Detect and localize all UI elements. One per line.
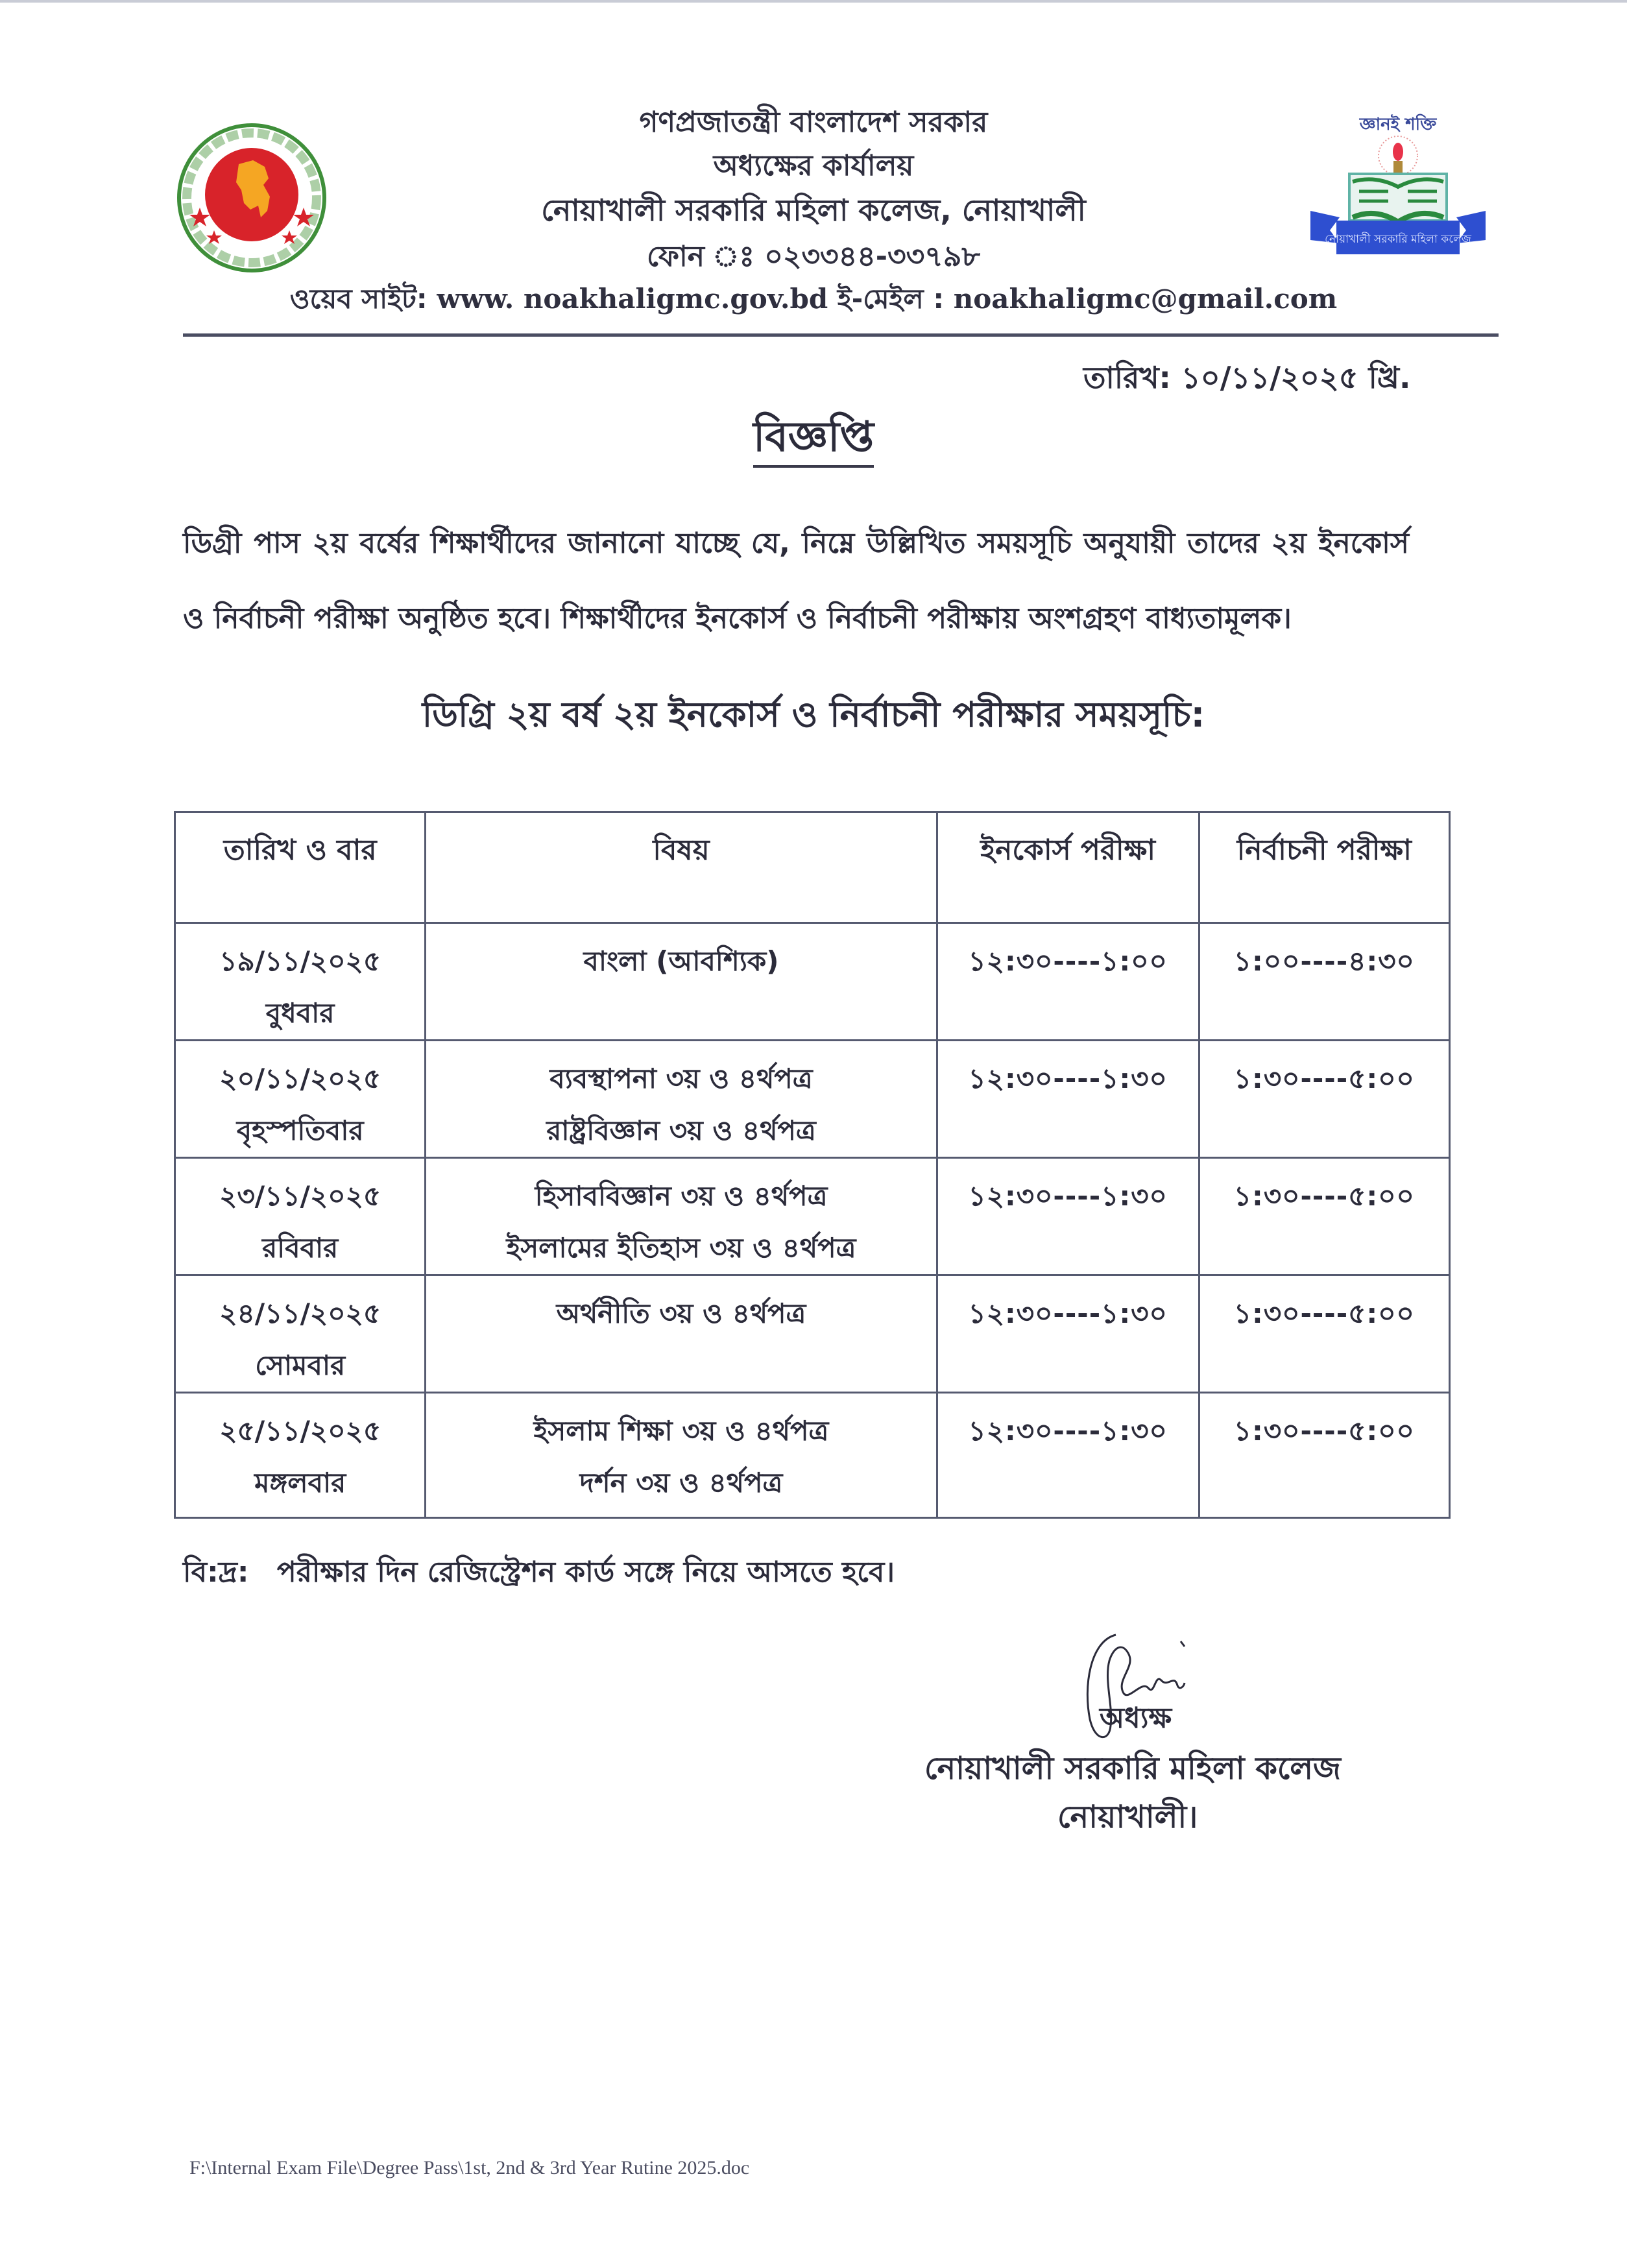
header-contact (0, 278, 1627, 324)
incourse-time: ১২:৩০----১:৩০ (937, 1158, 1199, 1275)
table-row (175, 923, 1450, 1041)
notice-date: তারিখ: ১০/১১/২০২৫ খ্রি. (1083, 360, 1411, 395)
day: সোমবার (255, 1349, 346, 1381)
header-divider (183, 333, 1499, 337)
email-label: ই-মেইল : (837, 283, 945, 315)
subject-cell (426, 923, 937, 1041)
table-header-row (175, 812, 1450, 923)
header-office: অধ্যক্ষের কার্যালয় (713, 149, 914, 182)
signatory-role: অধ্যক্ষ (1100, 1702, 1172, 1735)
notice-body: ডিগ্রী পাস ২য় বর্ষের শিক্ষার্থীদের জানানো যাচ্ছে যে, নিম্নে উল্লিখিত সময়সূচি অনুযায়ী তাদের ২য় ইনকোর্স ও নির্বাচনী পরীক্ষা অনুষ্ঠিত হবে। শিক্ষার্থীদের ইনকোর্স ও নির্বাচনী পরীক্ষায় অংশগ্রহণ বাধ্যতামূলক। (183, 527, 1409, 635)
table-row (175, 1275, 1450, 1393)
date: ২৫/১১/২০২৫ (219, 1415, 381, 1447)
date: ২৪/১১/২০২৫ (219, 1297, 381, 1329)
scan-edge (0, 0, 1627, 3)
header-college: নোয়াখালী সরকারি মহিলা কলেজ, নোয়াখালী (541, 193, 1086, 228)
incourse-time: ১২:৩০----১:০০ (937, 923, 1199, 1041)
day: বৃহস্পতিবার (236, 1115, 364, 1146)
svg-text:জ্ঞানই শক্তি: জ্ঞানই শক্তি (1359, 115, 1437, 134)
subject-cell (426, 1158, 937, 1275)
incourse-time: ১২:৩০----১:৩০ (937, 1275, 1199, 1393)
selection-time: ১:৩০----৫:০০ (1199, 1041, 1449, 1158)
notice-title-text: বিজ্ঞপ্তি (753, 413, 874, 468)
selection-time: ১:৩০----৫:০০ (1199, 1158, 1449, 1275)
selection-time: ১:০০----৪:৩০ (1199, 923, 1449, 1041)
subject: অর্থনীতি ৩য় ও ৪র্থপত্র (556, 1297, 806, 1329)
table-row (175, 1158, 1450, 1275)
selection-time: ১:৩০----৫:০০ (1199, 1275, 1449, 1393)
subject: হিসাববিজ্ঞান ৩য় ও ৪র্থপত্র (535, 1180, 828, 1212)
header-date-day: তারিখ ও বার (175, 812, 426, 923)
date: ১৯/১১/২০২৫ (219, 945, 381, 977)
subject-cell (426, 1393, 937, 1518)
header-phone: ফোন ঃ ০২৩৩৪৪-৩৩৭৯৮ (647, 240, 980, 273)
subject: ইসলাম শিক্ষা ৩য় ও ৪র্থপত্র (533, 1415, 829, 1447)
notice-title (0, 405, 1627, 475)
date-day-cell (175, 1041, 426, 1158)
header-selection: নির্বাচনী পরীক্ষা (1199, 812, 1449, 923)
note-label: বি:দ্র: (183, 1556, 249, 1589)
exam-schedule-table (174, 811, 1451, 1519)
subject: বাংলা (আবশ্যিক) (583, 945, 779, 977)
note-text: পরীক্ষার দিন রেজিস্ট্রেশন কার্ড সঙ্গে নিয়ে আসতে হবে। (276, 1556, 895, 1589)
schedule-title: ডিগ্রি ২য় বর্ষ ২য় ইনকোর্স ও নির্বাচনী পরীক্ষার সময়সূচি: (422, 694, 1205, 735)
subject-cell (426, 1041, 937, 1158)
header-incourse: ইনকোর্স পরীক্ষা (937, 812, 1199, 923)
subject: ইসলামের ইতিহাস ৩য় ও ৪র্থপত্র (506, 1232, 856, 1264)
subject-cell (426, 1275, 937, 1393)
website-link[interactable]: www. noakhaligmc.gov.bd (437, 283, 828, 315)
header-government: গণপ্রজাতন্ত্রী বাংলাদেশ সরকার (639, 106, 988, 139)
selection-time: ১:৩০----৫:০০ (1199, 1393, 1449, 1518)
date-day-cell (175, 1158, 426, 1275)
subject: ব্যবস্থাপনা ৩য় ও ৪র্থপত্র (549, 1063, 813, 1094)
day: রবিবার (262, 1232, 339, 1264)
day: বুধবার (265, 997, 335, 1029)
table-row (175, 1041, 1450, 1158)
day: মঙ্গলবার (254, 1467, 346, 1499)
date: ২৩/১১/২০২৫ (219, 1180, 381, 1212)
table-row (175, 1393, 1450, 1518)
website-label: ওয়েব সাইট: (289, 283, 428, 315)
subject: রাষ্ট্রবিজ্ঞান ৩য় ও ৪র্থপত্র (546, 1115, 816, 1146)
date: ২০/১১/২০২৫ (219, 1063, 381, 1094)
svg-text:নোয়াখালী সরকারি মহিলা কলেজ: নোয়াখালী সরকারি মহিলা কলেজ (1325, 233, 1471, 246)
header-subject: বিষয় (426, 812, 937, 923)
incourse-time: ১২:৩০----১:৩০ (937, 1041, 1199, 1158)
subject: দর্শন ৩য় ও ৪র্থপত্র (579, 1467, 783, 1499)
date-day-cell (175, 1275, 426, 1393)
file-path-footer: F:\Internal Exam File\Degree Pass\1st, 2nd & 3rd Year Rutine 2025.doc (189, 2157, 750, 2178)
date-day-cell (175, 923, 426, 1041)
note (183, 1550, 895, 1598)
signatory-college: নোয়াখালী সরকারি মহিলা কলেজ (924, 1750, 1341, 1787)
signatory-city: নোয়াখালী। (1057, 1799, 1198, 1835)
email-link[interactable]: noakhaligmc@gmail.com (953, 283, 1338, 315)
incourse-time: ১২:৩০----১:৩০ (937, 1393, 1199, 1518)
date-day-cell (175, 1393, 426, 1518)
